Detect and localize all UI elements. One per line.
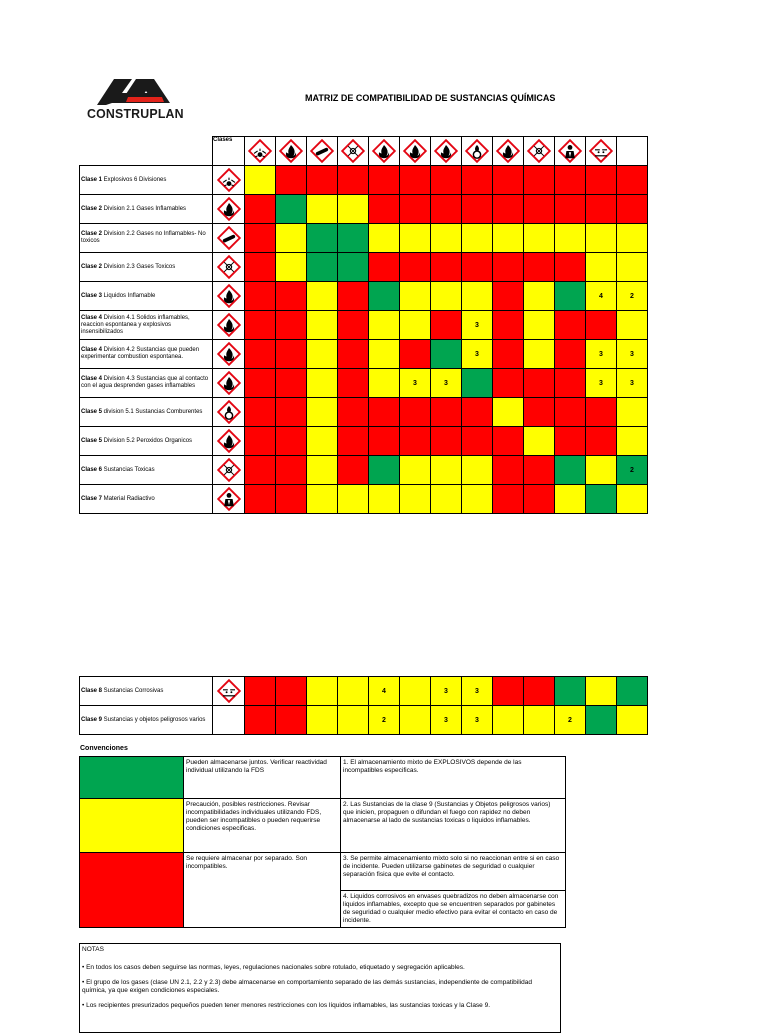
row-description: Sustancias Toxicas	[102, 466, 155, 473]
matrix-cell	[307, 166, 338, 195]
matrix-cell	[276, 282, 307, 311]
row-class: Clase 2	[81, 205, 103, 212]
matrix-cell	[400, 195, 431, 224]
matrix-row	[80, 253, 648, 282]
row-label	[80, 456, 213, 485]
matrix-cell	[493, 224, 524, 253]
matrix-cell	[462, 282, 493, 311]
conventions-table	[79, 756, 566, 928]
matrix-cell	[617, 485, 648, 514]
page-title: MATRIZ DE COMPATIBILIDAD DE SUSTANCIAS QUÍMICAS	[305, 93, 556, 103]
row-class: Clase 5	[81, 437, 103, 444]
row-description: Division 4.1 Solidos inflamables, reaccion espontanea y explosivos insensibilizados	[81, 314, 190, 335]
toxic-icon	[524, 137, 555, 166]
legend-swatch-red	[80, 853, 184, 928]
row-label	[80, 706, 213, 735]
matrix-cell	[338, 166, 369, 195]
matrix-cell	[555, 485, 586, 514]
note-item: • El grupo de los gases (clase UN 2.1, 2.2 y 2.3) debe almacenarse en comportamiento separado de las demás sustancias, independiente de compatibilidad química, ya que exigen condiciones especiales.	[82, 979, 532, 994]
matrix-cell: 3	[462, 677, 493, 706]
matrix-cell	[400, 340, 431, 369]
matrix-cell	[493, 456, 524, 485]
matrix-cell: 2	[617, 456, 648, 485]
matrix-row	[80, 485, 648, 514]
matrix-cell	[493, 485, 524, 514]
matrix-cell	[462, 166, 493, 195]
toxic-icon	[213, 456, 245, 485]
matrix-cell	[369, 282, 400, 311]
row-label	[80, 166, 213, 195]
row-label	[80, 224, 213, 253]
matrix-row	[80, 398, 648, 427]
matrix-cell	[400, 485, 431, 514]
matrix-cell	[431, 224, 462, 253]
flame-over-circle-icon	[462, 137, 493, 166]
matrix-cell	[462, 224, 493, 253]
matrix-cell	[400, 282, 431, 311]
matrix-cell	[369, 340, 400, 369]
matrix-cell	[307, 253, 338, 282]
row-description: Liquidos Inflamable	[102, 292, 156, 299]
matrix-cell	[524, 253, 555, 282]
matrix-cell	[462, 456, 493, 485]
matrix-cell	[276, 253, 307, 282]
matrix-cell	[555, 369, 586, 398]
compatibility-matrix-lower	[79, 676, 648, 735]
matrix-cell: 2	[555, 706, 586, 735]
row-class: Clase 5	[81, 408, 103, 415]
matrix-cell	[431, 427, 462, 456]
matrix-cell	[307, 485, 338, 514]
matrix-cell	[431, 311, 462, 340]
matrix-cell	[493, 427, 524, 456]
matrix-cell	[245, 398, 276, 427]
matrix-cell	[462, 253, 493, 282]
matrix-cell	[524, 282, 555, 311]
matrix-cell	[555, 456, 586, 485]
matrix-cell: 2	[617, 282, 648, 311]
matrix-cell	[400, 677, 431, 706]
note-item: • Los recipientes presurizados pequeños pueden tener menores restricciones con los líquidos inflamables, las sustancias toxicas y la Clase 9.	[82, 1002, 491, 1009]
matrix-cell	[431, 166, 462, 195]
matrix-cell	[276, 427, 307, 456]
matrix-cell	[276, 485, 307, 514]
matrix-cell	[555, 398, 586, 427]
matrix-cell	[586, 677, 617, 706]
matrix-cell	[307, 706, 338, 735]
row-description: Division 2.3 Gases Toxicos	[102, 263, 176, 270]
matrix-cell	[524, 706, 555, 735]
matrix-cell	[462, 398, 493, 427]
matrix-cell	[369, 369, 400, 398]
row-class: Clase 1	[81, 176, 103, 183]
brand-name: CONSTRUPLAN	[87, 106, 184, 121]
note-2: 2. Las Sustancias de la clase 9 (Sustancias y Objetos peligrosos varios) que inicien, propaguen o difundan el fuego con rapidez no deben almacenarse al lado de sustancias toxicas o liquidos inflamables.	[341, 799, 566, 853]
matrix-cell	[555, 195, 586, 224]
matrix-cell	[586, 427, 617, 456]
matrix-cell	[617, 677, 648, 706]
row-class: Clase 2	[81, 263, 103, 270]
explosive-icon	[213, 166, 245, 195]
matrix-cell	[617, 166, 648, 195]
matrix-cell	[462, 427, 493, 456]
row-description: Explosivos 6 Divisiones	[102, 176, 167, 183]
matrix-cell	[338, 282, 369, 311]
matrix-cell	[307, 282, 338, 311]
legend-swatch-yellow	[80, 799, 184, 853]
matrix-cell	[555, 166, 586, 195]
matrix-cell	[338, 224, 369, 253]
matrix-cell	[555, 340, 586, 369]
matrix-row	[80, 311, 648, 340]
matrix-cell	[431, 253, 462, 282]
matrix-cell	[586, 398, 617, 427]
blank-icon	[213, 706, 245, 735]
note-1: 1. El almacenamiento mixto de EXPLOSIVOS depende de las incompatibles especificas.	[341, 757, 566, 799]
note-3: 3. Se permite almacenamiento mixto solo si no reaccionan entre si en caso de incidente. Pueden utilizarse gabinetes de seguridad o cualquier separación fisica que evite el contacto.	[341, 853, 566, 891]
matrix-cell: 3	[586, 369, 617, 398]
matrix-cell	[586, 166, 617, 195]
matrix-cell: 3	[400, 369, 431, 398]
row-class: Clase 9	[81, 716, 103, 723]
matrix-cell	[617, 195, 648, 224]
matrix-cell	[245, 456, 276, 485]
matrix-cell	[338, 485, 369, 514]
matrix-cell: 3	[462, 340, 493, 369]
matrix-cell: 3	[431, 369, 462, 398]
matrix-cell	[369, 427, 400, 456]
row-description: Division 5.2 Peroxidos Organicos	[102, 437, 193, 444]
matrix-cell	[617, 311, 648, 340]
corrosive-icon	[586, 137, 617, 166]
matrix-row	[80, 195, 648, 224]
matrix-cell	[431, 398, 462, 427]
matrix-cell	[400, 456, 431, 485]
flame-icon	[213, 340, 245, 369]
matrix-cell	[369, 398, 400, 427]
matrix-cell	[524, 224, 555, 253]
matrix-cell	[307, 224, 338, 253]
matrix-cell	[555, 253, 586, 282]
matrix-cell	[431, 485, 462, 514]
row-label	[80, 311, 213, 340]
matrix-cell	[586, 224, 617, 253]
matrix-cell	[493, 253, 524, 282]
matrix-cell: 4	[586, 282, 617, 311]
matrix-cell	[276, 224, 307, 253]
matrix-cell	[276, 369, 307, 398]
row-description: Sustancias Corrosivas	[102, 687, 164, 694]
corrosive-icon	[213, 677, 245, 706]
matrix-cell: 3	[431, 706, 462, 735]
matrix-cell	[586, 456, 617, 485]
row-class: Clase 4	[81, 314, 103, 321]
matrix-cell	[307, 456, 338, 485]
note-item: • En todos los casos deben seguirse las normas, leyes, regulaciones nacionales sobre rotulado, etiquetado y segregación aplicables.	[82, 964, 465, 971]
matrix-cell	[493, 677, 524, 706]
matrix-cell	[307, 340, 338, 369]
matrix-cell	[400, 427, 431, 456]
matrix-cell: 3	[617, 340, 648, 369]
matrix-cell	[245, 311, 276, 340]
row-label	[80, 677, 213, 706]
matrix-cell: 4	[369, 677, 400, 706]
matrix-cell	[493, 282, 524, 311]
flame-icon	[369, 137, 400, 166]
toxic-icon	[213, 253, 245, 282]
matrix-cell	[555, 282, 586, 311]
matrix-cell: 3	[462, 706, 493, 735]
row-label	[80, 282, 213, 311]
matrix-cell	[276, 311, 307, 340]
flame-icon	[213, 282, 245, 311]
matrix-cell	[276, 340, 307, 369]
row-description: division 5.1 Sustancias Comburentes	[102, 408, 203, 415]
matrix-cell	[307, 369, 338, 398]
matrix-cell	[493, 166, 524, 195]
row-class: Clase 7	[81, 495, 103, 502]
row-label	[80, 195, 213, 224]
matrix-cell	[276, 677, 307, 706]
matrix-row	[80, 340, 648, 369]
conventions-title: Convenciones	[80, 745, 128, 752]
flame-icon	[213, 427, 245, 456]
matrix-cell	[400, 311, 431, 340]
matrix-cell	[245, 677, 276, 706]
matrix-cell	[369, 195, 400, 224]
matrix-cell	[617, 253, 648, 282]
matrix-cell	[307, 677, 338, 706]
flame-icon	[276, 137, 307, 166]
matrix-cell	[400, 253, 431, 282]
matrix-cell	[400, 706, 431, 735]
row-class: Clase 2	[81, 231, 103, 237]
matrix-cell: 3	[462, 311, 493, 340]
matrix-cell	[462, 485, 493, 514]
note-4: 4. Liquidos corrosivos en envases quebradizos no deben almacenarse con liquidos inflamables, excepto que se encuentren separados por gabinetes de seguridad o cualquier medio efectivo para evitar el contacto en caso de incidente.	[341, 891, 566, 928]
matrix-cell	[524, 166, 555, 195]
matrix-cell	[369, 485, 400, 514]
matrix-cell	[586, 485, 617, 514]
matrix-cell	[524, 427, 555, 456]
row-label	[80, 253, 213, 282]
matrix-cell	[307, 398, 338, 427]
row-label	[80, 340, 213, 369]
legend-text-red: Se requiere almacenar por separado. Son incompatibles.	[184, 853, 341, 928]
matrix-cell	[338, 195, 369, 224]
matrix-cell	[493, 195, 524, 224]
matrix-cell	[462, 369, 493, 398]
header-spacer	[80, 137, 213, 166]
matrix-cell	[524, 340, 555, 369]
matrix-row	[80, 677, 648, 706]
matrix-cell	[276, 398, 307, 427]
matrix-cell	[617, 706, 648, 735]
matrix-row	[80, 282, 648, 311]
matrix-cell	[245, 224, 276, 253]
matrix-cell	[617, 427, 648, 456]
matrix-cell	[524, 485, 555, 514]
matrix-cell	[493, 311, 524, 340]
matrix-cell	[400, 224, 431, 253]
matrix-cell	[369, 224, 400, 253]
health-hazard-icon	[555, 137, 586, 166]
matrix-cell	[245, 427, 276, 456]
matrix-cell: 2	[369, 706, 400, 735]
matrix-cell	[493, 398, 524, 427]
legend-text-yellow: Precaución, posibles restricciones. Revisar incompatibilidades individuales utilizando FDS, pueden ser incompatibles o pueden requerirse condiciones especificas.	[184, 799, 341, 853]
matrix-cell	[524, 195, 555, 224]
flame-icon	[213, 311, 245, 340]
matrix-cell	[276, 195, 307, 224]
matrix-cell	[586, 253, 617, 282]
row-label	[80, 369, 213, 398]
matrix-cell	[493, 706, 524, 735]
matrix-cell	[586, 195, 617, 224]
matrix-cell	[431, 340, 462, 369]
matrix-cell	[245, 166, 276, 195]
health-hazard-icon	[213, 485, 245, 514]
row-class: Clase 4	[81, 376, 103, 382]
matrix-cell	[555, 311, 586, 340]
matrix-cell: 3	[617, 369, 648, 398]
matrix-row	[80, 456, 648, 485]
notes-box	[79, 943, 561, 1033]
matrix-cell	[307, 427, 338, 456]
matrix-cell	[338, 340, 369, 369]
row-label	[80, 485, 213, 514]
matrix-cell	[586, 706, 617, 735]
matrix-cell	[338, 253, 369, 282]
flame-icon	[493, 137, 524, 166]
matrix-cell	[369, 253, 400, 282]
matrix-cell	[462, 195, 493, 224]
matrix-row	[80, 706, 648, 735]
matrix-row	[80, 166, 648, 195]
matrix-cell	[431, 195, 462, 224]
matrix-cell	[524, 369, 555, 398]
matrix-cell	[338, 456, 369, 485]
matrix-cell	[338, 369, 369, 398]
matrix-cell	[493, 340, 524, 369]
notes-title: NOTAS	[82, 946, 104, 953]
matrix-cell	[276, 706, 307, 735]
explosive-icon	[245, 137, 276, 166]
matrix-cell	[617, 398, 648, 427]
header-classes-label: Clases	[213, 137, 245, 166]
matrix-header-row	[80, 137, 648, 166]
matrix-cell	[276, 166, 307, 195]
matrix-cell	[338, 398, 369, 427]
matrix-cell: 3	[586, 340, 617, 369]
flame-icon	[400, 137, 431, 166]
matrix-cell	[276, 456, 307, 485]
matrix-cell	[338, 311, 369, 340]
matrix-cell	[431, 282, 462, 311]
matrix-cell	[245, 369, 276, 398]
matrix-cell	[400, 398, 431, 427]
matrix-cell	[555, 677, 586, 706]
row-label	[80, 427, 213, 456]
row-label	[80, 398, 213, 427]
matrix-cell	[307, 195, 338, 224]
matrix-cell	[586, 311, 617, 340]
matrix-cell	[245, 195, 276, 224]
matrix-cell	[307, 311, 338, 340]
row-description: Division 4.3 Sustancias que al contacto con el agua desprenden gases inflamables	[81, 376, 209, 389]
row-description: Division 2.1 Gases Inflamables	[102, 205, 187, 212]
matrix-cell	[369, 456, 400, 485]
matrix-row	[80, 427, 648, 456]
flame-over-circle-icon	[213, 398, 245, 427]
matrix-cell	[524, 677, 555, 706]
matrix-cell	[245, 706, 276, 735]
matrix-cell	[555, 224, 586, 253]
matrix-cell	[617, 224, 648, 253]
flame-icon	[213, 195, 245, 224]
matrix-cell	[245, 485, 276, 514]
matrix-cell	[245, 340, 276, 369]
matrix-cell	[524, 311, 555, 340]
gas-cylinder-icon	[213, 224, 245, 253]
row-class: Clase 4	[81, 347, 103, 353]
gas-cylinder-icon	[307, 137, 338, 166]
matrix-cell	[493, 369, 524, 398]
matrix-cell: 3	[431, 677, 462, 706]
matrix-cell	[369, 311, 400, 340]
matrix-row	[80, 224, 648, 253]
flame-icon	[431, 137, 462, 166]
compatibility-matrix	[79, 136, 648, 514]
matrix-row	[80, 369, 648, 398]
matrix-cell	[369, 166, 400, 195]
legend-swatch-green	[80, 757, 184, 799]
matrix-cell	[338, 427, 369, 456]
row-class: Clase 8	[81, 687, 103, 694]
matrix-cell	[431, 456, 462, 485]
matrix-cell	[338, 706, 369, 735]
matrix-cell	[524, 456, 555, 485]
toxic-icon	[338, 137, 369, 166]
matrix-cell	[555, 427, 586, 456]
matrix-cell	[245, 253, 276, 282]
row-description: Division 4.2 Sustancias que pueden experimentar combustion espontanea.	[81, 347, 200, 360]
matrix-cell	[245, 282, 276, 311]
row-description: Division 2.2 Gases no Inflamables- No toxicos	[81, 231, 206, 244]
blank-icon	[617, 137, 648, 166]
row-description: Sustancias y objetos peligrosos varios	[102, 716, 206, 723]
flame-icon	[213, 369, 245, 398]
row-description: Material Radiactivo	[102, 495, 155, 502]
matrix-cell	[338, 677, 369, 706]
legend-text-green: Pueden almacenarse juntos. Verificar reactividad individual utilizando la FDS	[184, 757, 341, 799]
matrix-cell	[524, 398, 555, 427]
matrix-cell	[400, 166, 431, 195]
row-class: Clase 3	[81, 292, 103, 299]
row-class: Clase 6	[81, 466, 103, 473]
